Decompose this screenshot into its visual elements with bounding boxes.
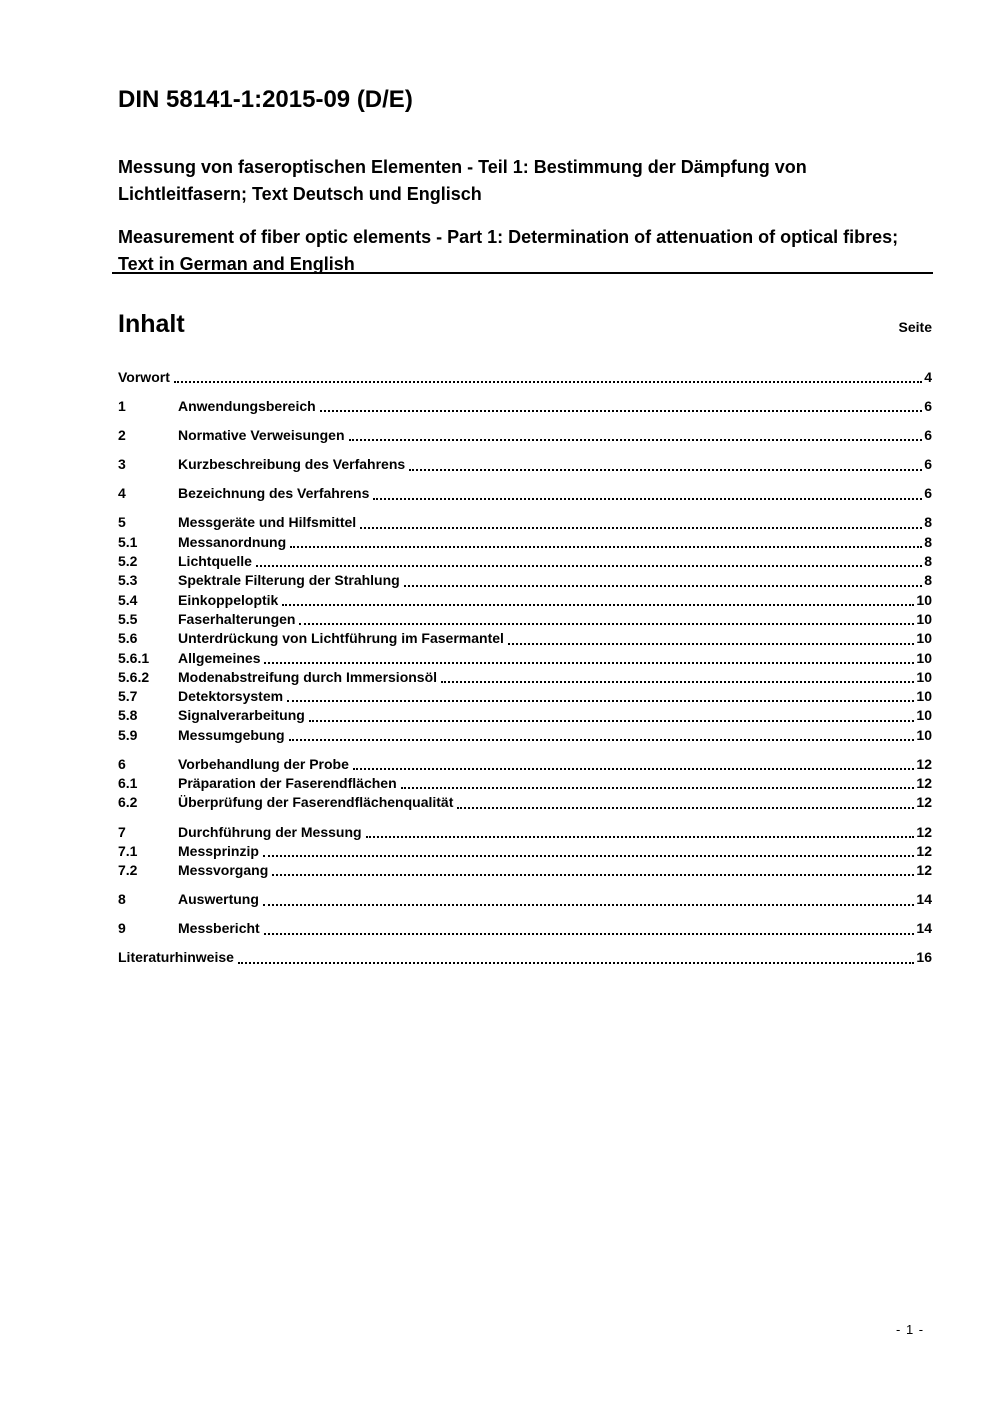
toc-leader-dots [174, 368, 922, 383]
toc-entry-label: Messanordnung [178, 533, 287, 550]
toc-entry [118, 687, 932, 706]
toc-leader-dots [401, 774, 915, 789]
toc-entry [118, 455, 932, 474]
toc-entry [118, 513, 932, 532]
toc-entry [118, 649, 932, 668]
toc-entry-number: 5.6.2 [118, 668, 150, 685]
toc-entry-page: 14 [916, 891, 932, 908]
toc-entry-number: 7 [118, 823, 126, 840]
toc-entry-number: 5.4 [118, 591, 138, 608]
toc-entry-page: 10 [916, 610, 932, 627]
toc-entry-page: 12 [916, 842, 932, 859]
toc-leader-dots [238, 948, 915, 963]
toc-leader-dots [457, 793, 914, 808]
toc-leader-dots [287, 687, 914, 702]
toc-entry-label: Modenabstreifung durch Immersionsöl [178, 668, 438, 685]
toc-entry-number: 7.1 [118, 842, 138, 859]
toc-entry-label: Literaturhinweise [118, 949, 234, 966]
toc-entry-page: 6 [924, 456, 932, 473]
toc-entry-label: Messbericht [178, 920, 260, 937]
toc-entry-label: Kurzbeschreibung des Verfahrens [178, 456, 406, 473]
toc-entry-page: 12 [916, 755, 932, 772]
toc-entry-number: 5.2 [118, 553, 138, 570]
toc-header-row [118, 310, 932, 339]
toc-entry-label: Vorbehandlung der Probe [178, 755, 349, 772]
toc-entry-label: Spektrale Filterung der Strahlung [178, 572, 400, 589]
toc-entry-label: Auswertung [178, 891, 259, 908]
toc-entry [118, 890, 932, 909]
toc-leader-dots [264, 649, 914, 664]
toc-leader-dots [349, 426, 923, 441]
toc-leader-dots [360, 513, 922, 528]
toc-leader-dots [289, 726, 915, 741]
toc-entry-number: 2 [118, 427, 126, 444]
toc-heading: Inhalt [118, 310, 185, 338]
toc-entry-label: Messvorgang [178, 862, 269, 879]
toc-entry-page: 10 [916, 668, 932, 685]
toc-entry-page: 12 [916, 862, 932, 879]
toc-entry [118, 368, 932, 387]
toc-entry-page: 8 [924, 514, 932, 531]
toc-leader-dots [290, 533, 922, 548]
toc-leader-dots [508, 629, 915, 644]
toc-leader-dots [409, 455, 922, 470]
toc-leader-dots [309, 706, 915, 721]
toc-entry-label: Lichtquelle [178, 553, 252, 570]
toc-entry-page: 10 [916, 630, 932, 647]
toc-entry [118, 755, 932, 774]
toc-entry-page: 10 [916, 649, 932, 666]
toc-entry [118, 552, 932, 571]
toc-entry-page: 10 [916, 707, 932, 724]
toc-entry-number: 5.6.1 [118, 649, 150, 666]
toc-entry-label: Messumgebung [178, 726, 285, 743]
toc-leader-dots [264, 919, 915, 934]
toc-leader-dots [353, 755, 915, 770]
toc-leader-dots [441, 668, 914, 683]
toc-entry-label: Überprüfung der Faserendflächenqualität [178, 794, 454, 811]
toc-entry [118, 610, 932, 629]
toc-entry [118, 484, 932, 503]
toc-entry [118, 426, 932, 445]
toc-entry-number: 5.9 [118, 726, 138, 743]
toc-entry-label: Vorwort [118, 369, 170, 385]
toc-entry-number: 1 [118, 398, 126, 415]
toc-entry-page: 6 [924, 398, 932, 415]
toc-entry-label: Messgeräte und Hilfsmittel [178, 514, 357, 531]
toc-entry-number: 5.7 [118, 688, 138, 705]
toc-entry-label: Anwendungsbereich [178, 398, 316, 415]
toc-entry-label: Einkoppeloptik [178, 591, 279, 608]
toc-entry-number: 5.3 [118, 572, 138, 589]
toc-entry-label: Allgemeines [178, 649, 261, 666]
toc-entry-number: 8 [118, 891, 126, 908]
toc-entry-label: Präparation der Faserendflächen [178, 775, 397, 792]
toc-entry-number: 5.6 [118, 630, 138, 647]
toc-entry [118, 948, 932, 967]
toc-entry-label: Normative Verweisungen [178, 427, 345, 444]
toc-entry-number: 6.1 [118, 775, 138, 792]
toc-entry [118, 397, 932, 416]
toc-entry [118, 706, 932, 725]
toc-entry-page: 8 [924, 533, 932, 550]
toc-entry-page: 4 [924, 369, 932, 385]
toc-entry-label: Messprinzip [178, 842, 259, 859]
toc-entry [118, 861, 932, 880]
toc-entry-page: 8 [924, 553, 932, 570]
toc-entry [118, 571, 932, 590]
toc-entry-number: 6 [118, 755, 126, 772]
toc-leader-dots [404, 571, 923, 586]
toc-leader-dots [373, 484, 922, 499]
toc-entry-number: 5 [118, 514, 126, 531]
footer-page-number: - 1 - [896, 1322, 925, 1337]
toc-leader-dots [263, 842, 915, 857]
toc-entry [118, 919, 932, 938]
toc-leader-dots [256, 552, 922, 567]
toc-entry-label: Faserhalterungen [178, 610, 296, 627]
toc-entry-number: 4 [118, 485, 126, 502]
toc-leader-dots [282, 591, 914, 606]
toc-entry [118, 533, 932, 552]
toc-entry-number: 6.2 [118, 794, 138, 811]
toc-entry-label: Bezeichnung des Verfahrens [178, 485, 370, 502]
toc-entry-number: 7.2 [118, 862, 138, 879]
toc-entry-page: 6 [924, 427, 932, 444]
toc-page-column-label: Seite [898, 319, 932, 335]
toc-entry-page: 10 [916, 726, 932, 743]
toc-leader-dots [366, 823, 915, 838]
toc-entry-page: 6 [924, 485, 932, 502]
toc-entry-page: 8 [924, 572, 932, 589]
toc-entry-label: Durchführung der Messung [178, 823, 362, 840]
toc-entry [118, 842, 932, 861]
toc-entry-page: 10 [916, 688, 932, 705]
toc-entry-number: 3 [118, 456, 126, 473]
toc-entry-page: 14 [916, 920, 932, 937]
document-number-title: DIN 58141-1:2015-09 (D/E) [118, 86, 413, 113]
toc-leader-dots [263, 890, 915, 905]
toc-entry [118, 774, 932, 793]
title-german: Messung von faseroptischen Elementen - Teil 1: Bestimmung der Dämpfung von Lichtleitfasern; Text Deutsch und Englisch [118, 157, 807, 204]
toc-entry-page: 12 [916, 775, 932, 792]
toc-entry [118, 726, 932, 745]
toc-entry-label: Detektorsystem [178, 688, 284, 705]
toc-leader-dots [299, 610, 914, 625]
toc-entry-page: 12 [916, 794, 932, 811]
toc-entry-number: 9 [118, 920, 126, 937]
toc-entry [118, 591, 932, 610]
header-divider [112, 272, 933, 274]
toc-leader-dots [272, 861, 914, 876]
toc-entry [118, 823, 932, 842]
toc-entry-number: 5.8 [118, 707, 138, 724]
table-of-contents [118, 368, 932, 968]
toc-entry-number: 5.5 [118, 610, 138, 627]
toc-entry-page: 10 [916, 591, 932, 608]
toc-entry [118, 793, 932, 812]
toc-entry-label: Signalverarbeitung [178, 707, 305, 724]
toc-entry [118, 629, 932, 648]
toc-leader-dots [320, 397, 923, 412]
title-english: Measurement of fiber optic elements - Part 1: Determination of attenuation of optical fibres; Text in German and English [118, 227, 899, 274]
toc-entry-number: 5.1 [118, 533, 138, 550]
toc-entry [118, 668, 932, 687]
toc-entry-page: 12 [916, 823, 932, 840]
toc-entry-page: 16 [916, 949, 932, 966]
toc-entry-label: Unterdrückung von Lichtführung im Fasermantel [178, 630, 504, 647]
